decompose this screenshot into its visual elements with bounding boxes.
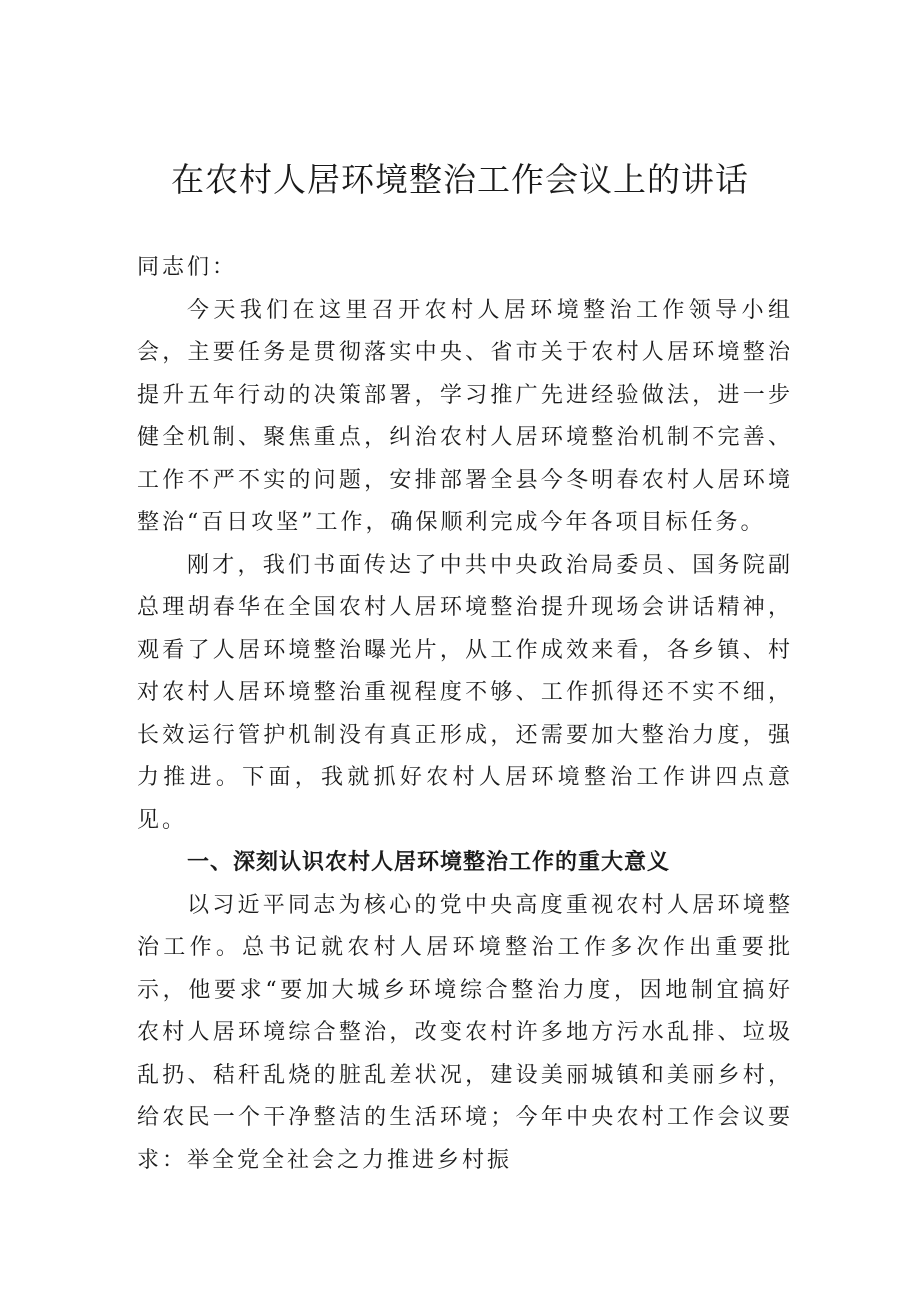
- section-paragraph: 以习近平同志为核心的党中央高度重视农村人居环境整治工作。总书记就农村人居环境整治工作多次作出重要批示，他要求“要加大城乡环境综合整治力度，因地制宜搞好农村人居环境综合整治，改变农村许多地方污水乱排、垃圾乱扔、秸秆乱烧的脏乱差状况，建设美丽城镇和美丽乡村，给农民一个干净整洁的生活环境；今年中央农村工作会议要求：举全党全社会之力推进乡村振: [137, 892, 793, 1173]
- salutation: 同志们：: [137, 255, 238, 280]
- paragraph-1: 今天我们在这里召开农村人居环境整治工作领导小组会，主要任务是贯彻落实中央、省市关于农村人居环境整治提升五年行动的决策部署，学习推广先进经验做法，进一步健全机制、聚焦重点，纠治农村人居环境整治机制不完善、工作不严不实的问题，安排部署全县今冬明春农村人居环境整治“百日攻坚”工作，确保顺利完成今年各项目标任务。: [137, 297, 793, 535]
- document-body: [137, 247, 793, 1182]
- paragraph-2: 刚才，我们书面传达了中共中央政治局委员、国务院副总理胡春华在全国农村人居环境整治提升现场会讲话精神，观看了人居环境整治曝光片，从工作成效来看，各乡镇、村对农村人居环境整治重视程度不够、工作抓得还不实不细，长效运行管护机制没有真正形成，还需要加大整治力度，强力推进。下面，我就抓好农村人居环境整治工作讲四点意见。: [137, 552, 793, 833]
- document-title: 在农村人居环境整治工作会议上的讲话: [171, 160, 749, 199]
- section-heading: 一、深刻认识农村人居环境整治工作的重大意义: [187, 850, 671, 875]
